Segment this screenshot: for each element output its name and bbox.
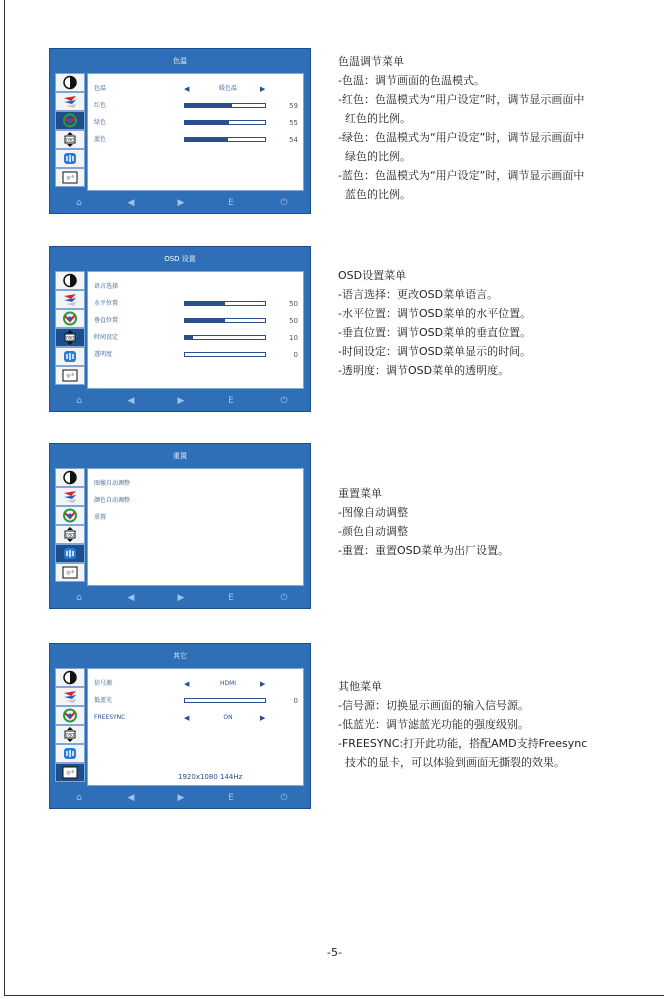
osd-menu-0	[49, 48, 311, 214]
exit-icon: E	[228, 793, 234, 803]
osd-row	[94, 679, 299, 689]
image-icon	[55, 706, 85, 725]
right-nav-icon: ▶	[177, 793, 185, 803]
osd-resolution: 1920x1080 144Hz	[178, 773, 243, 781]
description-heading: OSD设置菜单	[338, 269, 407, 282]
power-icon: ⏻	[280, 198, 288, 208]
svg-text:☼°: ☼°	[65, 570, 75, 577]
right-arrow-icon: ▶	[260, 680, 266, 688]
osd-row-label: 图像自动调整	[94, 480, 131, 487]
right-nav-icon: ▶	[177, 593, 185, 603]
left-arrow-icon: ◀	[184, 85, 190, 93]
osd-slider	[184, 301, 266, 306]
left-arrow-icon: ◀	[184, 680, 190, 688]
description-line: -重置：重置OSD菜单为出厂设置。	[338, 544, 510, 557]
osd-navbar	[50, 791, 310, 805]
image-icon	[55, 506, 85, 525]
svg-text:☼°: ☼°	[65, 175, 75, 182]
osd-menu-1	[49, 246, 311, 412]
description-line: -透明度：调节OSD菜单的透明度。	[338, 364, 510, 377]
home-icon: ⌂	[76, 198, 82, 208]
osd-row	[94, 333, 299, 343]
power-icon: ⏻	[280, 593, 288, 603]
contrast-icon	[55, 668, 85, 687]
osd-row	[94, 496, 299, 506]
home-icon: ⌂	[76, 593, 82, 603]
description-line: -颜色自动调整	[338, 525, 408, 538]
osd-row	[94, 101, 299, 111]
osd-select-value: ON	[223, 714, 233, 721]
contrast-icon	[55, 468, 85, 487]
osd-select-value: 暖色温	[218, 85, 237, 92]
osd-menu-2	[49, 443, 311, 609]
osd-row-label: 色温	[94, 85, 107, 92]
osd-row-label: 透明度	[94, 351, 113, 358]
svg-text:☼°: ☼°	[65, 770, 75, 777]
color-icon	[55, 290, 85, 309]
osd-sidebar	[55, 668, 85, 786]
osd-row-label: 低蓝光	[94, 697, 113, 704]
osd-row	[94, 696, 299, 706]
left-nav-icon: ◀	[127, 396, 135, 406]
description-line: -时间设定：调节OSD菜单显示的时间。	[338, 345, 532, 358]
osd-sidebar	[55, 73, 85, 191]
osd-row	[94, 282, 299, 292]
exit-icon: E	[228, 396, 234, 406]
osd-sidebar	[55, 271, 85, 389]
description-line: 蓝色的比例。	[338, 188, 411, 201]
osd-slider-fill	[185, 104, 232, 107]
description-line: -红色：色温模式为“用户设定”时，调节显示画面中	[338, 93, 585, 106]
osd-slider	[184, 318, 266, 323]
osd-slider-value: 50	[289, 300, 298, 308]
home-icon: ⌂	[76, 793, 82, 803]
right-nav-icon: ▶	[177, 198, 185, 208]
description-line: 技术的显卡，可以体验到画面无撕裂的效果。	[338, 756, 565, 769]
osd-row-label: 蓝色	[94, 136, 107, 143]
image-icon	[55, 309, 85, 328]
svg-text:☼°: ☼°	[65, 373, 75, 380]
contrast-icon	[55, 73, 85, 92]
color-icon	[55, 487, 85, 506]
osd-row	[94, 513, 299, 523]
osd-slider-value: 10	[289, 334, 298, 342]
osd-select-value: HDMI	[219, 680, 237, 687]
osd-row-label: 垂直位置	[94, 317, 119, 324]
color-icon	[55, 92, 85, 111]
osd-slider	[184, 698, 266, 703]
osd-row-label: 信号源	[94, 680, 113, 687]
osd-navbar	[50, 394, 310, 408]
left-arrow-icon: ◀	[184, 714, 190, 722]
svg-text:OSD: OSD	[65, 532, 75, 538]
svg-text:OSD: OSD	[65, 137, 75, 143]
osd-row-label: 红色	[94, 102, 107, 109]
reset-icon	[55, 744, 85, 763]
osd-slider-fill	[185, 319, 225, 322]
osd-slider-value: 50	[289, 317, 298, 325]
osd-slider-value: 0	[293, 351, 298, 359]
osd-icon	[55, 328, 85, 347]
other-icon	[55, 366, 85, 385]
osd-slider	[184, 120, 266, 125]
osd-slider	[184, 103, 266, 108]
image-icon	[55, 111, 85, 130]
osd-menu-3	[49, 643, 311, 809]
osd-menu-title: 色温	[173, 57, 187, 65]
exit-icon: E	[228, 198, 234, 208]
description-line: -蓝色：色温模式为“用户设定”时，调节显示画面中	[338, 169, 585, 182]
osd-slider-fill	[185, 138, 228, 141]
osd-row	[94, 713, 299, 723]
description-line: -色温：调节画面的色温模式。	[338, 74, 485, 87]
osd-slider-value: 59	[289, 102, 298, 110]
other-icon	[55, 168, 85, 187]
osd-slider-value: 54	[289, 136, 298, 144]
exit-icon: E	[228, 593, 234, 603]
description-heading: 重置菜单	[338, 487, 382, 500]
page-number: -5-	[327, 946, 342, 959]
right-arrow-icon: ▶	[260, 714, 266, 722]
power-icon: ⏻	[280, 396, 288, 406]
osd-row-label: 语言选择	[94, 283, 119, 290]
description-line: -绿色：色温模式为“用户设定”时，调节显示画面中	[338, 131, 585, 144]
description-line: -水平位置：调节OSD菜单的水平位置。	[338, 307, 532, 320]
right-arrow-icon: ▶	[260, 85, 266, 93]
reset-icon	[55, 347, 85, 366]
menu-description-3	[338, 677, 587, 772]
osd-row-label: FREESYNC	[94, 714, 126, 721]
left-nav-icon: ◀	[127, 198, 135, 208]
contrast-icon	[55, 271, 85, 290]
osd-menu-title: 其它	[173, 652, 187, 660]
osd-content	[87, 468, 304, 586]
osd-navbar	[50, 591, 310, 605]
osd-row	[94, 135, 299, 145]
description-line: 红色的比例。	[338, 112, 411, 125]
osd-row	[94, 118, 299, 128]
osd-icon	[55, 525, 85, 544]
color-icon	[55, 687, 85, 706]
osd-slider-fill	[185, 302, 225, 305]
osd-menu-title: 重置	[173, 452, 187, 460]
description-line: -垂直位置：调节OSD菜单的垂直位置。	[338, 326, 532, 339]
osd-icon	[55, 130, 85, 149]
description-line: -低蓝光：调节滤蓝光功能的强度级别。	[338, 718, 529, 731]
other-icon	[55, 563, 85, 582]
osd-row-label: 颜色自动调整	[94, 497, 131, 504]
osd-icon	[55, 725, 85, 744]
description-line: -FREESYNC:打开此功能，搭配AMD支持Freesync	[338, 737, 588, 750]
osd-row	[94, 479, 299, 489]
description-line: -图像自动调整	[338, 506, 408, 519]
osd-slider	[184, 335, 266, 340]
osd-row	[94, 299, 299, 309]
osd-content	[87, 73, 304, 191]
left-nav-icon: ◀	[127, 793, 135, 803]
osd-row	[94, 84, 299, 94]
osd-navbar	[50, 196, 310, 210]
description-line: -语言选择：更改OSD菜单语言。	[338, 288, 499, 301]
osd-menu-title: OSD 设置	[164, 255, 196, 263]
osd-row	[94, 350, 299, 360]
description-line: 绿色的比例。	[338, 150, 411, 163]
description-heading: 色温调节菜单	[338, 55, 404, 68]
other-icon	[55, 763, 85, 782]
right-nav-icon: ▶	[177, 396, 185, 406]
osd-slider-value: 0	[293, 697, 298, 705]
osd-row-label: 时间设定	[94, 334, 119, 341]
left-nav-icon: ◀	[127, 593, 135, 603]
power-icon: ⏻	[280, 793, 288, 803]
osd-slider-fill	[185, 121, 229, 124]
description-line: -信号源：切换显示画面的输入信号源。	[338, 699, 529, 712]
osd-row-label: 水平位置	[94, 300, 119, 307]
osd-slider-value: 55	[289, 119, 298, 127]
osd-content	[87, 668, 304, 786]
menu-description-0	[338, 52, 584, 204]
menu-description-2	[338, 484, 509, 560]
reset-icon	[55, 544, 85, 563]
home-icon: ⌂	[76, 396, 82, 406]
osd-row-label: 重置	[94, 514, 107, 521]
reset-icon	[55, 149, 85, 168]
osd-slider	[184, 137, 266, 142]
osd-slider	[184, 352, 266, 357]
osd-row	[94, 316, 299, 326]
menu-description-1	[338, 266, 531, 380]
svg-text:OSD: OSD	[65, 732, 75, 738]
svg-text:OSD: OSD	[65, 335, 75, 341]
description-heading: 其他菜单	[338, 680, 382, 693]
osd-slider-fill	[185, 336, 193, 339]
osd-sidebar	[55, 468, 85, 586]
osd-content	[87, 271, 304, 389]
osd-row-label: 绿色	[94, 119, 107, 126]
